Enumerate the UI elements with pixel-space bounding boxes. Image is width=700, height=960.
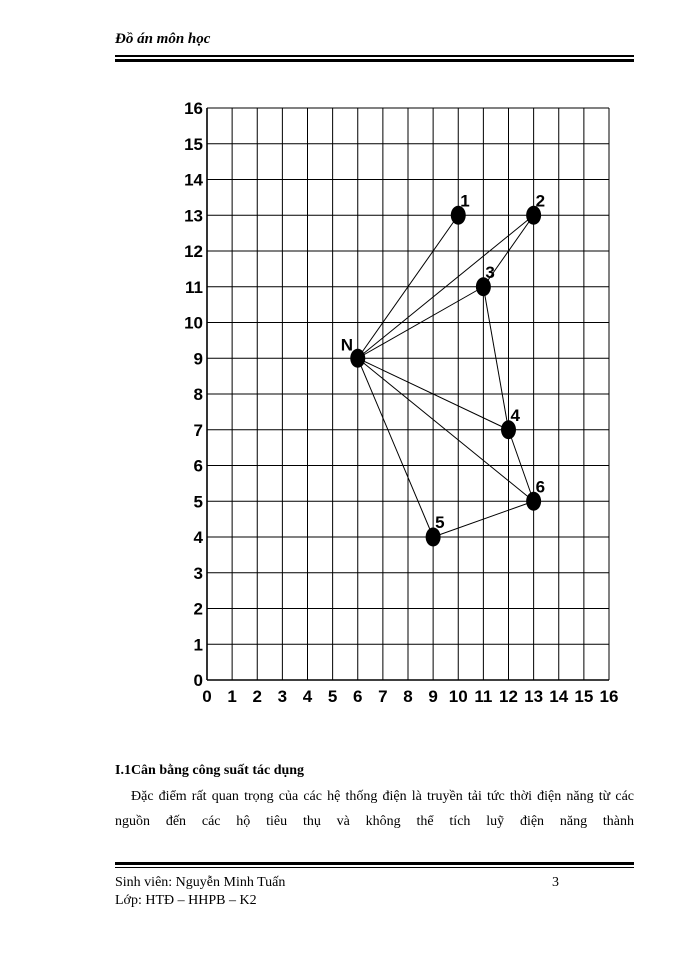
y-tick-label: 13 bbox=[184, 206, 203, 226]
section-paragraph: Đặc điểm rất quan trọng của các hệ thống điện là truyền tải tức thời điện năng từ các nguồn đến các hộ tiêu thụ và không thể tích luỹ điện năng thành bbox=[115, 789, 634, 829]
y-tick-label: 4 bbox=[193, 528, 203, 547]
node-4-label: 4 bbox=[510, 405, 520, 425]
x-tick-label: 4 bbox=[302, 687, 313, 706]
header-title: Đồ án môn học bbox=[115, 31, 211, 47]
x-tick-label: 13 bbox=[524, 687, 544, 706]
y-tick-label: 11 bbox=[185, 277, 203, 297]
x-tick-label: 0 bbox=[202, 687, 212, 706]
x-tick-label: 7 bbox=[378, 687, 388, 706]
x-tick-label: 8 bbox=[403, 687, 413, 706]
footer-rule-thin bbox=[115, 867, 634, 868]
y-tick-label: 5 bbox=[193, 492, 203, 512]
node-6-label: 6 bbox=[535, 477, 546, 497]
y-tick-label: 0 bbox=[193, 671, 203, 690]
footer-class: Lớp: HTĐ – HHPB – K2 bbox=[115, 893, 257, 908]
y-tick-label: 1 bbox=[193, 635, 203, 655]
x-tick-label: 10 bbox=[448, 687, 468, 706]
x-tick-label: 15 bbox=[574, 687, 594, 706]
x-tick-label: 5 bbox=[327, 687, 338, 706]
y-tick-label: 14 bbox=[184, 170, 203, 190]
footer-rule-thick bbox=[115, 862, 634, 865]
x-tick-label: 12 bbox=[499, 687, 518, 706]
y-tick-label: 3 bbox=[193, 563, 203, 583]
x-tick-label: 11 bbox=[474, 687, 493, 706]
y-tick-label: 12 bbox=[184, 242, 203, 261]
x-tick-label: 6 bbox=[353, 687, 363, 706]
y-tick-label: 16 bbox=[184, 99, 203, 118]
x-tick-label: 9 bbox=[428, 687, 438, 706]
y-tick-label: 7 bbox=[193, 420, 203, 440]
page-number: 3 bbox=[552, 875, 559, 890]
footer-student: Sinh viên: Nguyễn Minh Tuấn bbox=[115, 875, 286, 890]
x-tick-label: 3 bbox=[277, 687, 288, 706]
node-N-label: N bbox=[340, 335, 354, 355]
node-3-label: 3 bbox=[485, 262, 495, 282]
x-tick-label: 1 bbox=[227, 687, 237, 706]
y-tick-label: 8 bbox=[193, 385, 203, 404]
y-tick-label: 10 bbox=[184, 313, 203, 333]
node-2-label: 2 bbox=[535, 191, 546, 211]
x-tick-label: 2 bbox=[252, 687, 262, 706]
y-tick-label: 15 bbox=[184, 134, 203, 154]
section-heading: I.1Cân bằng công suất tác dụng bbox=[115, 763, 305, 778]
y-tick-label: 2 bbox=[193, 599, 203, 619]
y-tick-label: 6 bbox=[193, 456, 203, 476]
x-tick-label: 16 bbox=[599, 687, 619, 706]
node-5-label: 5 bbox=[435, 513, 445, 532]
edge-N-5 bbox=[358, 358, 433, 537]
node-1-label: 1 bbox=[460, 191, 470, 211]
x-tick-label: 14 bbox=[549, 687, 569, 706]
y-tick-label: 9 bbox=[193, 349, 203, 369]
